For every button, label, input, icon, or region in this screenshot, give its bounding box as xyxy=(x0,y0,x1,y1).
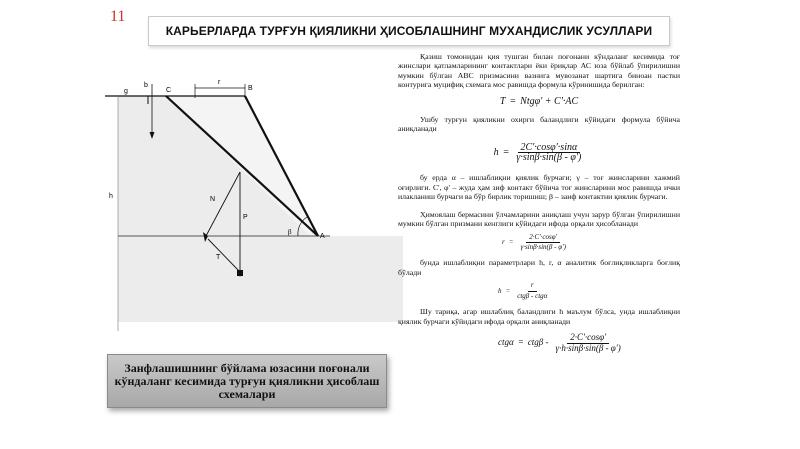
label-beta: β xyxy=(288,228,292,236)
formula-h2-numerator: r xyxy=(528,281,537,291)
paragraph-5: бунда ишлаблиқни параметрлари h, r, α аналитик боғлиқликларга боғлиқ бўлади xyxy=(398,258,680,277)
formula-r-denominator: γ·sinβ·sin(β - φ') xyxy=(520,242,566,251)
text-column xyxy=(398,52,680,360)
formula-h-lhs: h xyxy=(493,146,499,158)
formula-h-denominator: γ·sinβ·sin(β - φ') xyxy=(516,151,582,163)
label-t: T xyxy=(216,254,221,261)
paragraph-6: Шу тариқа, агар ишлаблиқ баландлиги h маълум бўлса, унда ишлаблиқни қиялик бурчаги кўйидаги ифода орқали аниқланади xyxy=(398,307,680,326)
label-c: C xyxy=(166,87,172,94)
paragraph-2: Ушбу турғун қияликни охирги баландлиги кўйидаги формула бўйича аниқланади xyxy=(398,114,680,134)
formula-ctg-mid: ctgβ - xyxy=(527,337,549,348)
diagram-caption: Занфлашишнинг бўйлама юзасини поғонали кўндаланг кесимида турғун қияликни ҳисоблаш схемалари xyxy=(107,354,387,408)
label-b: b xyxy=(144,82,148,89)
label-n: N xyxy=(210,196,216,203)
label-g: g xyxy=(124,88,128,95)
formula-t: T = Ntgφ' + C'·AC xyxy=(499,95,579,107)
label-h: h xyxy=(109,193,113,200)
formula-h2-denominator: ctgβ - ctgα xyxy=(517,291,548,300)
label-b-point: B xyxy=(248,85,253,92)
paragraph-1: Қазиш томонидан қия тушган билан поғонани кўндаланг кесимида тоғ жинслари қатламларининг контактлари ёки ёриқлар АС юза бўйлаб ўпирилишни мумкин бўлган АВС призмасини вазнига мувозанат шартига биноан пастки контурига муцифиқ схемага мос равишда формула кўринишида берилган: xyxy=(398,52,680,90)
slide-title: КАРЬЕРЛАРДА ТУРҒУН ҚИЯЛИКНИ ҲИСОБЛАШНИНГ МУХАНДИСЛИК УСУЛЛАРИ xyxy=(148,16,670,46)
formula-r-lhs: r xyxy=(502,237,505,246)
formula-t-rhs: Ntgφ' + C'·AC xyxy=(520,95,579,107)
formula-ctg-denominator: γ·h·sinβ·sin(β - φ') xyxy=(555,342,621,353)
label-p: P xyxy=(243,214,248,221)
weight-point xyxy=(237,270,243,276)
formula-h: h = $\frac{2C'\cdot\cos\varphi'\cdot\sin\alpha}{\gamma\cdot\sin\beta\cdot\sin(\beta - \varphi')}$ xyxy=(398,135,680,169)
formula-t-lhs: T xyxy=(499,95,506,107)
formula-h2: h = $\frac{r}{\text{ctgβ - ctgα}}$ xyxy=(398,279,680,303)
paragraph-3: бу ерда α – ишлаблиқни қиялик бурчаги; γ – тоғ жинсларини хажмий оғирлиги. C', φ' – жуда ҳам зиф контакт бўйича тоғ жинсларини мос равишда ички илакланиш бурчаги ва бўр бирлик торишиш; β – заиф контактни қиялик бурчаги. xyxy=(398,173,680,202)
formula-ctg-numerator: 2·C'·cosφ' xyxy=(567,333,609,343)
slide-number: 11 xyxy=(110,8,126,25)
formula-ctg: ctgα = ctgβ - $\frac{2\cdot C'\cdot\cos\varphi'}{\gamma\cdot h\cdot\sin\beta\cdot\sin(\beta - \varphi')}$ xyxy=(398,328,680,358)
formula-h2-lhs: h xyxy=(498,286,502,295)
paragraph-4: Ҳимоялаш бермасини ўлчамларини аниқлаш учун зарур бўлган ўпирилишни мумкин бўлган призмани кенглиги кўйидаги ифода орқали ҳисобланади xyxy=(398,209,680,229)
formula-ctg-lhs: ctgα xyxy=(498,337,514,348)
label-r: r xyxy=(218,79,221,86)
formula-r-numerator: 2·C'·cosφ' xyxy=(526,233,560,243)
formula-r: r = $\frac{2\cdot C'\cdot\cos\varphi'}{\gamma\cdot\sin\beta\cdot\sin(\beta - \varphi')}$ xyxy=(398,230,680,254)
label-a: A xyxy=(320,233,325,240)
formula-h-numerator: 2C'·cosφ'·sinα xyxy=(518,143,581,153)
slope-diagram xyxy=(100,76,405,336)
